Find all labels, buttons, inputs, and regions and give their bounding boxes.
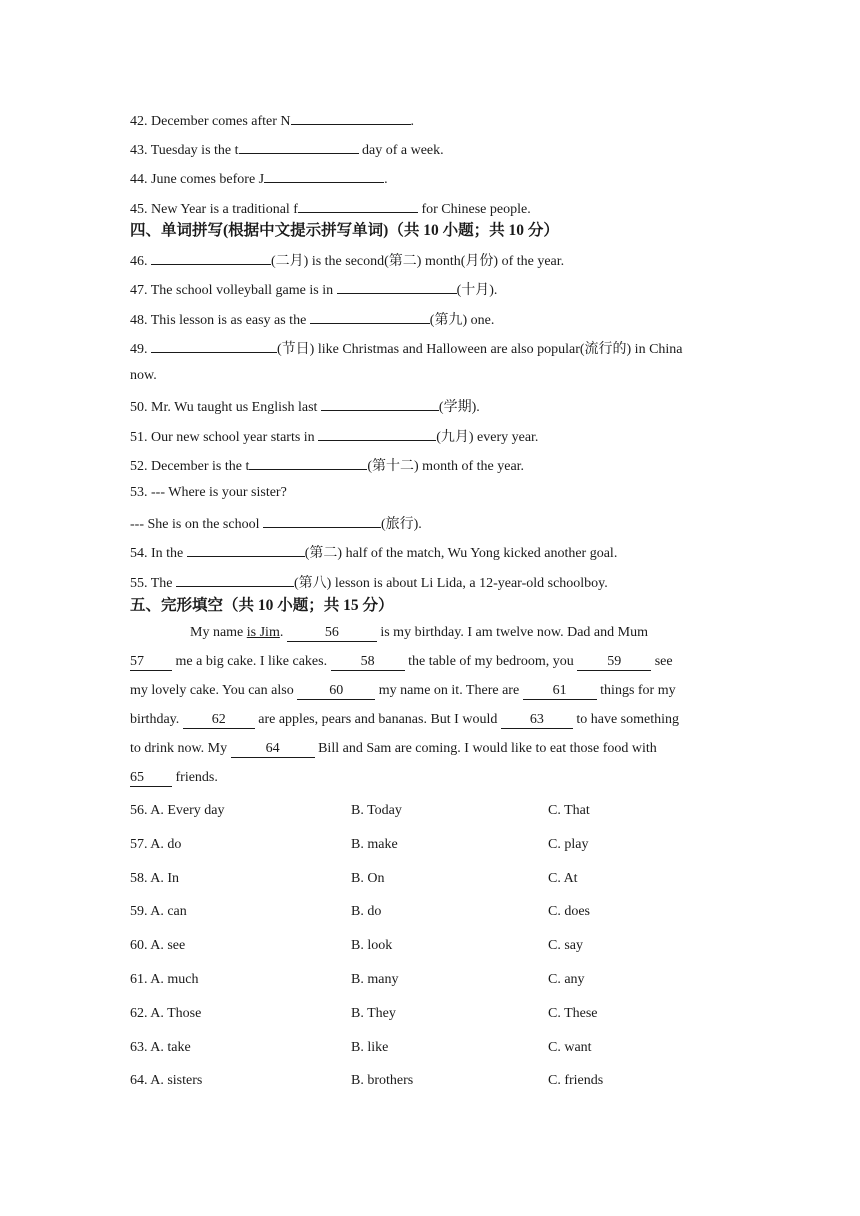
answer-blank [239, 139, 359, 154]
question-text: (九月) every year. [436, 430, 539, 445]
option-b: B. make [351, 837, 398, 852]
answer-blank [318, 426, 436, 441]
option-a: 63. A. take [130, 1040, 191, 1055]
passage-line [130, 647, 732, 676]
blank-64: 64 [231, 741, 315, 758]
question-text: 48. This lesson is as easy as the [130, 313, 310, 328]
blank-58: 58 [331, 654, 405, 671]
question-text: . [384, 172, 388, 187]
option-c: C. want [548, 1040, 592, 1055]
question-text: day of a week. [358, 143, 444, 158]
passage-text: birthday. [130, 712, 183, 727]
option-c: C. At [548, 871, 578, 886]
answer-blank [310, 309, 430, 324]
blank-65: 65 [130, 770, 172, 787]
question-51 [130, 426, 538, 447]
option-b: B. do [351, 904, 382, 919]
section-5-heading: 五、完形填空（共 10 小题；共 15 分） [130, 597, 394, 614]
answer-blank [187, 542, 305, 557]
passage-text: to drink now. My [130, 741, 231, 756]
question-text: (节日) like Christmas and Halloween are also popular(流行的) in China [277, 342, 683, 357]
question-text: for Chinese people. [417, 202, 531, 217]
question-55 [130, 572, 608, 593]
question-text: 45. New Year is a traditional f [130, 202, 298, 217]
question-text: (第二) half of the match, Wu Yong kicked another goal. [304, 546, 618, 561]
question-46 [130, 250, 564, 271]
question-text: . [410, 114, 415, 129]
question-42 [130, 110, 414, 131]
answer-blank [321, 396, 439, 411]
passage-text: my lovely cake. You can also [130, 683, 298, 698]
blank-62: 62 [183, 712, 255, 729]
question-49 [130, 338, 683, 359]
option-c: C. say [548, 938, 583, 953]
passage-text: my name on it. There are [375, 683, 523, 698]
question-text: (第八) lesson is about Li Lida, a 12-year-old schoolboy. [294, 576, 608, 591]
blank-56: 56 [287, 625, 377, 642]
option-a: 56. A. Every day [130, 803, 225, 818]
answer-blank [249, 455, 367, 470]
question-text: (二月) is the second(第二) month(月份) of the year. [271, 254, 565, 269]
question-45 [130, 198, 531, 219]
passage-line [130, 763, 732, 792]
option-c: C. These [548, 1006, 598, 1021]
option-a: 61. A. much [130, 972, 199, 987]
blank-61: 61 [523, 683, 597, 700]
passage-line [130, 734, 732, 763]
option-c: C. play [548, 837, 589, 852]
blank-60: 60 [297, 683, 375, 700]
question-text: 55. The [130, 576, 177, 591]
passage-text: Bill and Sam are coming. I would like to eat those food with [314, 741, 657, 756]
passage-text: My name [190, 625, 247, 640]
answer-blank [291, 110, 411, 125]
blank-57: 57 [130, 654, 172, 671]
passage-text: the table of my bedroom, you [404, 654, 578, 669]
option-b: B. brothers [351, 1073, 414, 1088]
question-text: 54. In the [130, 546, 187, 561]
question-47 [130, 279, 497, 300]
option-a: 62. A. Those [130, 1006, 202, 1021]
passage-text: friends. [172, 770, 218, 785]
blank-63: 63 [501, 712, 573, 729]
question-text: (第九) one. [429, 313, 495, 328]
answer-blank [264, 168, 384, 183]
option-a: 59. A. can [130, 904, 187, 919]
cloze-passage [130, 618, 732, 792]
passage-text: things for my [596, 683, 676, 698]
blank-59: 59 [577, 654, 651, 671]
passage-line [130, 618, 732, 647]
question-50 [130, 396, 480, 417]
passage-text: is my birthday. I am twelve now. Dad and Mum [376, 625, 648, 640]
passage-line [130, 676, 732, 705]
question-text: 42. December comes after N [130, 114, 291, 129]
question-52 [130, 455, 524, 476]
option-a: 58. A. In [130, 871, 179, 886]
option-b: B. like [351, 1040, 389, 1055]
option-a: 64. A. sisters [130, 1073, 203, 1088]
passage-text: to have something [572, 712, 679, 727]
question-text: 52. December is the t [130, 459, 250, 474]
option-b: B. They [351, 1006, 396, 1021]
passage-text: see [651, 654, 673, 669]
option-b: B. Today [351, 803, 402, 818]
option-c: C. does [548, 904, 590, 919]
question-text: (十月). [456, 283, 498, 298]
option-c: C. any [548, 972, 585, 987]
option-c: C. friends [548, 1073, 604, 1088]
underlined-text: is Jim [246, 625, 280, 640]
answer-blank [263, 513, 381, 528]
passage-text: are apples, pears and bananas. But I would [254, 712, 501, 727]
option-b: B. many [351, 972, 399, 987]
option-b: B. On [351, 871, 385, 886]
option-c: C. That [548, 803, 590, 818]
question-text: 44. June comes before J [130, 172, 265, 187]
question-53-answer [130, 513, 422, 534]
question-text: 46. [130, 254, 151, 269]
question-49-continued: now. [130, 368, 157, 383]
answer-blank [298, 198, 418, 213]
question-text: 49. [130, 342, 151, 357]
question-text: --- She is on the school [130, 517, 263, 532]
option-a: 60. A. see [130, 938, 186, 953]
passage-text: . [279, 625, 287, 640]
answer-blank [337, 279, 457, 294]
question-43 [130, 139, 444, 160]
passage-text: me a big cake. I like cakes. [172, 654, 331, 669]
question-text: 50. Mr. Wu taught us English last [130, 400, 321, 415]
answer-blank [151, 250, 271, 265]
question-48 [130, 309, 494, 330]
question-53: 53. --- Where is your sister? [130, 485, 287, 500]
answer-blank [151, 338, 277, 353]
section-4-heading: 四、单词拼写(根据中文提示拼写单词)（共 10 小题；共 10 分） [130, 222, 559, 239]
question-text: 43. Tuesday is the t [130, 143, 239, 158]
question-54 [130, 542, 617, 563]
option-a: 57. A. do [130, 837, 182, 852]
question-text: (学期). [438, 400, 480, 415]
passage-line [130, 705, 732, 734]
question-text: 51. Our new school year starts in [130, 430, 319, 445]
question-text: 47. The school volleyball game is in [130, 283, 337, 298]
option-b: B. look [351, 938, 393, 953]
question-text: (旅行). [380, 517, 422, 532]
answer-blank [176, 572, 294, 587]
question-44 [130, 168, 388, 189]
question-text: (第十二) month of the year. [367, 459, 525, 474]
